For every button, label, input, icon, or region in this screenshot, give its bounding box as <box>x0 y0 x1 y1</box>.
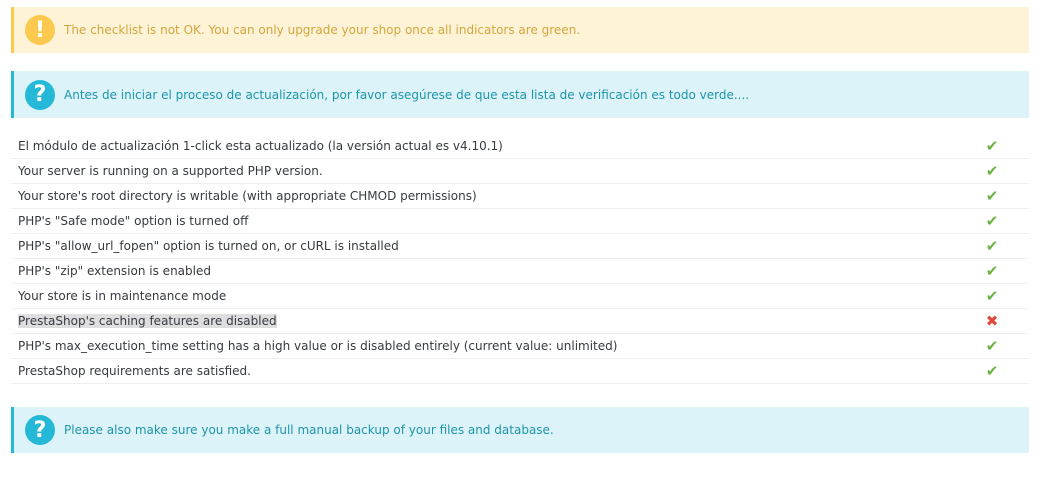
checklist-row <box>11 334 1029 359</box>
checklist-row <box>11 234 1029 259</box>
check-icon: ✔ <box>985 162 999 180</box>
exclamation-icon: ! <box>25 15 55 45</box>
checklist-row <box>11 359 1029 384</box>
checklist-row <box>11 259 1029 284</box>
checklist-intro-alert <box>11 71 1029 118</box>
question-icon: ? <box>25 80 55 110</box>
checklist-row <box>11 184 1029 209</box>
backup-notice-alert <box>11 407 1029 453</box>
checklist-item-label: PHP's "allow_url_fopen" option is turned on, or cURL is installed <box>18 239 399 253</box>
cross-icon: ✖ <box>985 312 999 330</box>
warning-message: The checklist is not OK. You can only upgrade your shop once all indicators are green. <box>64 23 581 37</box>
checklist-item-label: El módulo de actualización 1-click esta actualizado (la versión actual es v4.10.1) <box>18 139 503 153</box>
checklist-item-label: Your store is in maintenance mode <box>18 289 227 303</box>
checklist-row <box>11 159 1029 184</box>
check-icon: ✔ <box>985 137 999 155</box>
checklist-item-label: PHP's "Safe mode" option is turned off <box>18 214 249 228</box>
checklist-row <box>11 134 1029 159</box>
intro-message: Antes de iniciar el proceso de actualización, por favor asegúrese de que esta lista de verificación es todo verde.... <box>64 87 750 102</box>
checklist-item-label: Your server is running on a supported PHP version. <box>18 164 323 178</box>
checklist-warning-alert <box>11 7 1029 53</box>
upgrade-checklist <box>11 134 1029 384</box>
question-icon: ? <box>25 415 55 445</box>
check-icon: ✔ <box>985 337 999 355</box>
check-icon: ✔ <box>985 237 999 255</box>
checklist-item-label: PHP's "zip" extension is enabled <box>18 264 211 278</box>
check-icon: ✔ <box>985 262 999 280</box>
check-icon: ✔ <box>985 212 999 230</box>
check-icon: ✔ <box>985 187 999 205</box>
checklist-row <box>11 284 1029 309</box>
checklist-item-label: PHP's max_execution_time setting has a high value or is disabled entirely (current value: unlimited) <box>18 339 618 353</box>
checklist-item-label: PrestaShop's caching features are disabled <box>18 314 277 328</box>
checklist-item-label: Your store's root directory is writable (with appropriate CHMOD permissions) <box>18 189 477 203</box>
check-icon: ✔ <box>985 287 999 305</box>
check-icon: ✔ <box>985 362 999 380</box>
checklist-item-label: PrestaShop requirements are satisfied. <box>18 364 251 378</box>
checklist-row <box>11 309 1029 334</box>
checklist-row <box>11 209 1029 234</box>
backup-notice-message: Please also make sure you make a full manual backup of your files and database. <box>64 423 554 437</box>
